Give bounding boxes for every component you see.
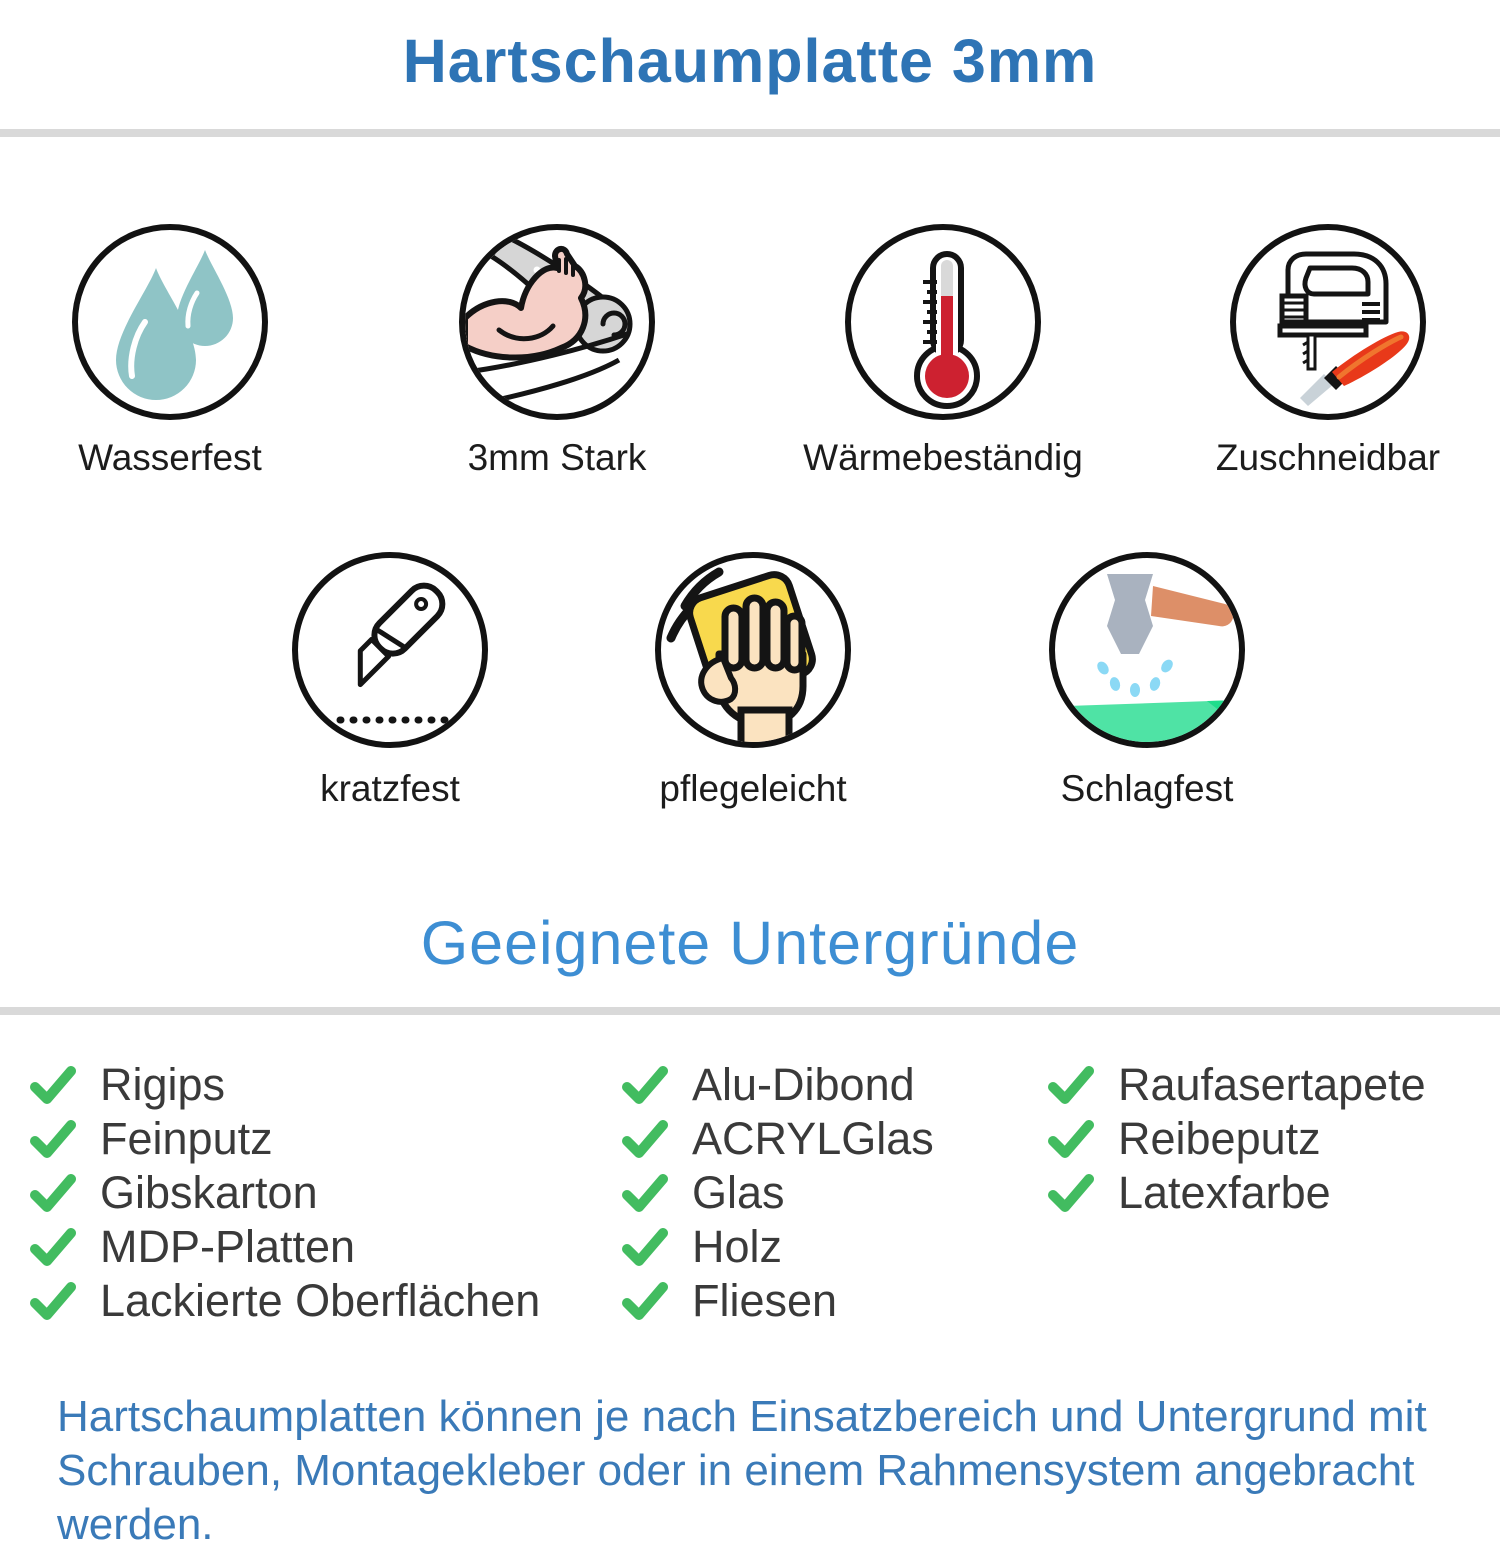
substrate-label: Rigips: [100, 1059, 226, 1110]
checkmark-icon: [622, 1228, 668, 1266]
substrate-column-1: [30, 1058, 540, 1328]
substrate-column-3: [1048, 1058, 1426, 1220]
substrate-item: [30, 1166, 540, 1220]
hammer-icon: [1055, 558, 1239, 742]
substrate-item: [1048, 1058, 1426, 1112]
divider-top: [0, 129, 1500, 137]
checkmark-icon: [622, 1120, 668, 1158]
substrate-label: ACRYLGlas: [692, 1113, 934, 1164]
checkmark-icon: [30, 1120, 76, 1158]
substrate-item: [1048, 1112, 1426, 1166]
feature-label: 3mm Stark: [467, 437, 647, 478]
feature-label: Zuschneidbar: [1215, 437, 1441, 478]
substrate-item: [30, 1274, 540, 1328]
checkmark-icon: [30, 1174, 76, 1212]
feature-label: kratzfest: [320, 768, 460, 809]
mounting-note-line1: Hartschaumplatten können je nach Einsatzbereich und Untergrund mit: [57, 1392, 1427, 1441]
substrate-item: [622, 1274, 934, 1328]
substrate-item: [30, 1220, 540, 1274]
checkmark-icon: [30, 1066, 76, 1104]
feature-label: Wasserfest: [78, 437, 262, 478]
checkmark-icon: [1048, 1120, 1094, 1158]
substrate-label: Fliesen: [692, 1275, 838, 1326]
substrate-item: [622, 1112, 934, 1166]
substrate-label: MDP-Platten: [100, 1221, 356, 1272]
substrate-label: Latexfarbe: [1118, 1167, 1331, 1218]
checkmark-icon: [1048, 1066, 1094, 1104]
cuttable-circle: [1230, 224, 1426, 420]
substrate-item: [622, 1166, 934, 1220]
mounting-note: [57, 1390, 1487, 1552]
substrate-item: [1048, 1166, 1426, 1220]
substrate-item: [622, 1058, 934, 1112]
jigsaw-cutter-icon: [1236, 230, 1420, 414]
substrate-label: Lackierte Oberflächen: [100, 1275, 541, 1326]
substrate-item: [622, 1220, 934, 1274]
substrate-item: [30, 1112, 540, 1166]
checkmark-icon: [30, 1282, 76, 1320]
checkmark-icon: [622, 1282, 668, 1320]
scratchproof-circle: [292, 552, 488, 748]
page-title: Hartschaumplatte 3mm: [402, 27, 1098, 95]
feature-label: pflegeleicht: [659, 768, 847, 809]
impact-resistant-circle: [1049, 552, 1245, 748]
substrate-label: Glas: [692, 1167, 785, 1218]
substrate-label: Alu-Dibond: [692, 1059, 915, 1110]
substrate-label: Reibeputz: [1118, 1113, 1321, 1164]
thermometer-icon: [851, 230, 1035, 414]
substrate-label: Holz: [692, 1221, 783, 1272]
divider-middle: [0, 1007, 1500, 1015]
utility-knife-icon: [298, 558, 482, 742]
checkmark-icon: [1048, 1174, 1094, 1212]
checkmark-icon: [622, 1174, 668, 1212]
checkmark-icon: [622, 1066, 668, 1104]
feature-label: Schlagfest: [1060, 768, 1234, 809]
mounting-note-line2: Schrauben, Montagekleber oder in einem Rahmensystem angebracht werden.: [57, 1446, 1415, 1549]
substrate-label: Feinputz: [100, 1113, 273, 1164]
checkmark-icon: [30, 1228, 76, 1266]
substrate-column-2: [622, 1058, 934, 1328]
muscle-arm-icon: [465, 230, 649, 414]
easycare-circle: [655, 552, 851, 748]
waterproof-circle: [72, 224, 268, 420]
section-title-substrates: Geeignete Untergründe: [420, 909, 1080, 977]
strong-circle: [459, 224, 655, 420]
water-drops-icon: [78, 230, 262, 414]
substrate-label: Gibskarton: [100, 1167, 318, 1218]
heat-resistant-circle: [845, 224, 1041, 420]
feature-label: Wärmebeständig: [803, 437, 1083, 478]
substrate-item: [30, 1058, 540, 1112]
substrate-label: Raufasertapete: [1118, 1059, 1426, 1110]
cleaning-hand-icon: [661, 558, 845, 742]
